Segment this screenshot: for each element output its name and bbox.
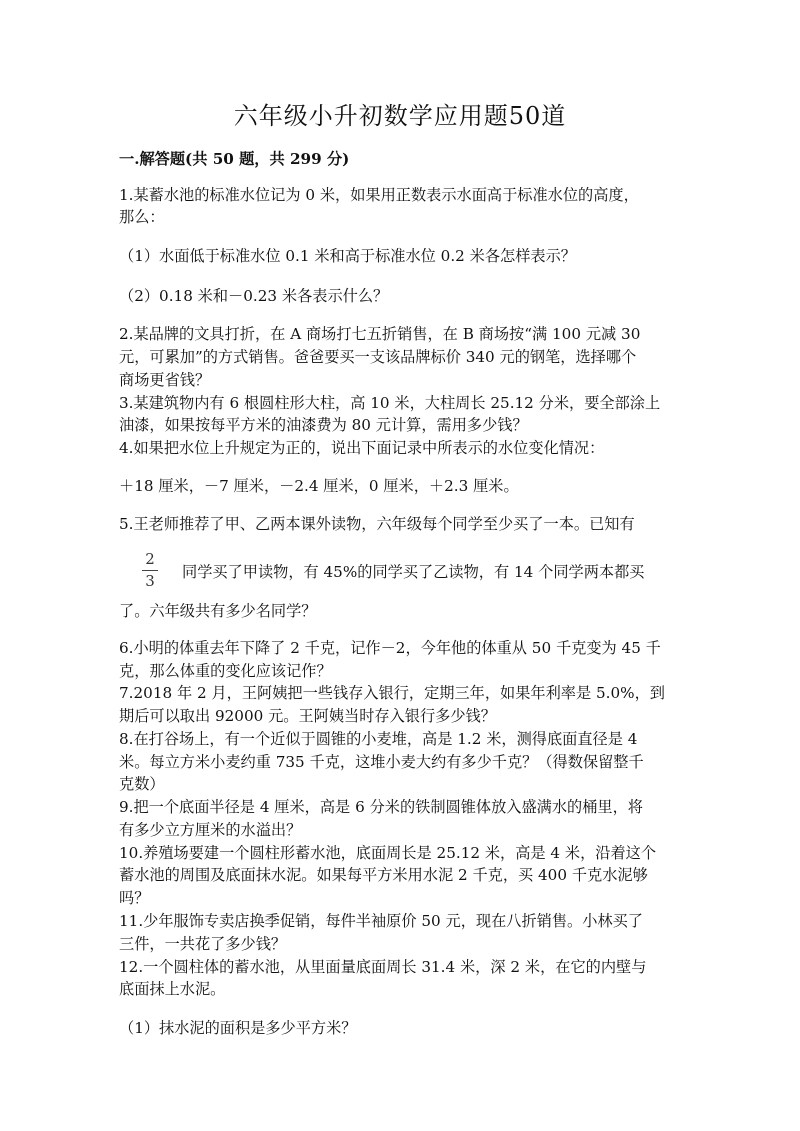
question-8-line-1: 8.在打谷场上，有一个近似于圆锥的小麦堆，高是 1.2 米，测得底面直径是 4	[119, 730, 638, 748]
question-7-line-2: 期后可以取出 92000 元。王阿姨当时存入银行多少钱？	[119, 707, 496, 725]
question-12-line-2: 底面抹上水泥。	[119, 980, 226, 998]
question-12-line-1: 12.一个圆柱体的蓄水池，从里面量底面周长 31.4 米，深 2 米，在它的内壁与	[119, 958, 647, 976]
question-10-line-3: 吗？	[119, 889, 150, 907]
section-heading: 一.解答题(共 50 题，共 299 分)	[119, 150, 350, 168]
question-2-line-1: 2.某品牌的文具打折，在 A 商场打七五折销售，在 B 商场按“满 100 元减 30	[119, 325, 641, 343]
question-1-line-1: 1.某蓄水池的标准水位记为 0 米，如果用正数表示水面高于标准水位的高度，	[119, 186, 639, 204]
question-5-line-1: 5.王老师推荐了甲、乙两本课外读物，六年级每个同学至少买了一本。已知有	[119, 515, 635, 533]
question-4-values: ＋18 厘米，－7 厘米，－2.4 厘米，0 厘米，＋2.3 厘米。	[119, 477, 519, 495]
question-10-line-1: 10.养殖场要建一个圆柱形蓄水池，底面周长是 25.12 米，高是 4 米，沿着这个	[119, 844, 657, 862]
fraction-bar	[142, 570, 158, 571]
question-9-line-2: 有多少立方厘米的水溢出？	[119, 821, 302, 839]
question-11-line-2: 三件，一共花了多少钱？	[119, 935, 287, 953]
question-3-line-1: 3.某建筑物内有 6 根圆柱形大柱，高 10 米，大柱周长 25.12 分米，要全部涂上	[119, 394, 661, 412]
question-2-line-2: 元，可累加”的方式销售。爸爸要买一支该品牌标价 340 元的钢笔，选择哪个	[119, 348, 637, 366]
fraction-denominator: 3	[145, 572, 155, 590]
question-2-line-3: 商场更省钱？	[119, 371, 211, 389]
question-7-line-1: 7.2018 年 2 月，王阿姨把一些钱存入银行，定期三年，如果年利率是 5.0%，到	[119, 684, 665, 702]
question-1-part-1: （1）水面低于标准水位 0.1 米和高于标准水位 0.2 米各怎样表示？	[119, 247, 576, 265]
question-8-line-3: 克数）	[119, 775, 165, 793]
question-9-line-1: 9.把一个底面半径是 4 厘米，高是 6 分米的铁制圆锥体放入盛满水的桶里，将	[119, 798, 643, 816]
question-5-line-2: 同学买了甲读物，有 45%的同学买了乙读物，有 14 个同学两本都买	[182, 563, 645, 581]
question-6-line-1: 6.小明的体重去年下降了 2 千克，记作－2，今年他的体重从 50 千克变为 45 千	[119, 639, 661, 657]
question-6-line-2: 克，那么体重的变化应该记作？	[119, 662, 332, 680]
fraction-numerator: 2	[145, 550, 155, 568]
question-5-line-3: 了。六年级共有多少名同学？	[119, 602, 317, 620]
question-10-line-2: 蓄水池的周围及底面抹水泥。如果每平方米用水泥 2 千克，买 400 千克水泥够	[119, 866, 648, 884]
document-title: 六年级小升初数学应用题50道	[233, 102, 567, 130]
question-3-line-2: 油漆，如果按每平方米的油漆费为 80 元计算，需用多少钱？	[119, 416, 528, 434]
fraction-two-thirds	[140, 552, 160, 589]
question-12-part-1: （1）抹水泥的面积是多少平方米？	[119, 1019, 357, 1037]
question-8-line-2: 米。每立方米小麦约重 735 千克，这堆小麦大约有多少千克？（得数保留整千	[119, 753, 644, 771]
question-1-part-2: （2）0.18 米和－0.23 米各表示什么？	[119, 287, 389, 305]
question-4-line-1: 4.如果把水位上升规定为正的，说出下面记录中所表示的水位变化情况：	[119, 439, 605, 457]
question-1-line-2: 那么：	[119, 208, 165, 226]
question-11-line-1: 11.少年服饰专卖店换季促销，每件半袖原价 50 元，现在八折销售。小林买了	[119, 912, 643, 930]
